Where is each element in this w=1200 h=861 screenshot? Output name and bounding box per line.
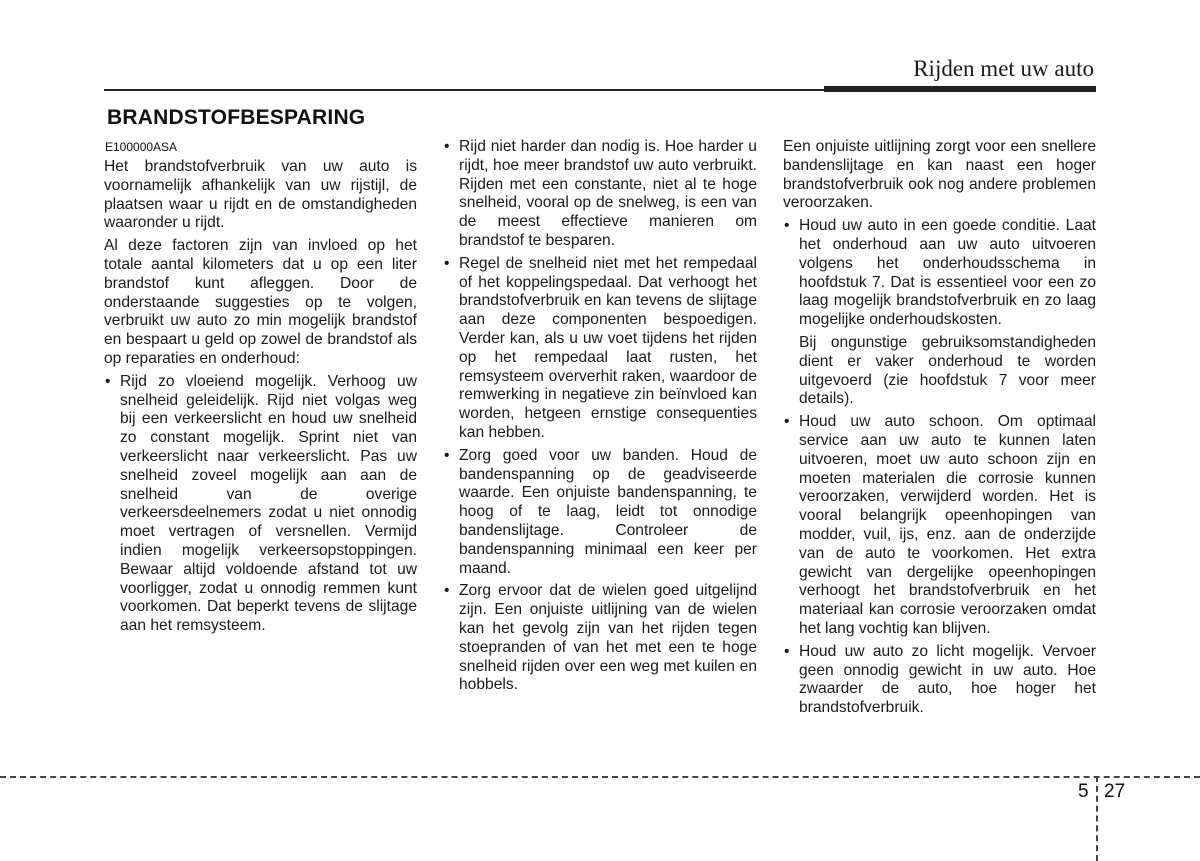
bullet-item: [443, 255, 757, 443]
paragraph: Het brandstofverbruik van uw auto is voornamelijk afhankelijk van uw rijstijl, de plaatsen waar u rijdt en de omstandigheden waaronder u rijdt.: [104, 158, 417, 232]
bullet-text: • Regel de snelheid niet met het rempedaal of het koppelingspedaal. Dat verhoogt het brandstofverbruik en kan tevens de slijtage aan deze componenten bespoedigen. Verder kan, als u uw voet tijdens het rijden op het rempedaal laat rusten, het remsysteem oververhit raken, waardoor de remwerking in negatieve zin beïnvloed kan worden, hetgeen ernstige consequenties kan hebben.: [459, 254, 757, 441]
paragraph: Een onjuiste uitlijning zorgt voor een snellere bandenslijtage en kan naast een hoger brandstofverbruik ook nog andere problemen veroorzaken.: [783, 138, 1096, 212]
bullet-item: [104, 373, 417, 636]
bullet-item: [783, 413, 1096, 639]
header-rule-accent: [824, 86, 1096, 92]
bullet-text: • Rijd zo vloeiend mogelijk. Verhoog uw snelheid geleidelijk. Rijd niet volgas weg bij een verkeerslicht en houd uw snelheid zo constant mogelijk. Sprint niet van verkeerslicht naar verkeerslicht. Pas uw snelheid zoveel mogelijk aan aan de snelheid van de overige verkeersdeelnemers zodat u niet onnodig moet vertragen of versnellen. Vermijd indien mogelijk verkeersopstoppingen. Bewaar altijd voldoende afstand tot uw voorligger, zodat u onnodig remmen kunt voorkomen. Dat beperkt tevens de slijtage aan het remsysteem.: [120, 372, 417, 635]
text-column-3: [783, 138, 1096, 722]
bullet-item: [783, 643, 1096, 718]
bullet-list: [783, 217, 1096, 718]
footer-divider: [0, 776, 1200, 778]
bullet-item: [443, 447, 757, 579]
bullet-text: • Houd uw auto in een goede conditie. Laat het onderhoud aan uw auto uitvoeren volgens het onderhoudsschema in hoofdstuk 7. Dat is essentieel voor een zo laag mogelijk brandstofverbruik en zo laag mogelijke onderhoudskosten.: [799, 217, 1096, 329]
section-code: E100000ASA: [105, 140, 178, 154]
bullet-subtext: Bij ongunstige gebruiksomstandigheden dient er vaker onderhoud te worden uitgevoerd (zie hoofdstuk 7 voor meer details).: [799, 333, 1096, 408]
running-header-title: Rijden met uw auto: [913, 56, 1094, 81]
section-title: BRANDSTOFBESPARING: [107, 106, 366, 129]
bullet-item: [443, 582, 757, 695]
footer-page-divider: [1096, 776, 1098, 861]
bullet-item: [783, 217, 1096, 409]
text-column-2: [443, 138, 757, 699]
page-number: 27: [1104, 781, 1126, 802]
bullet-text: • Rijd niet harder dan nodig is. Hoe harder u rijdt, hoe meer brandstof uw auto verbruikt. Rijden met een constante, niet al te hoge snelheid, vooral op de snelweg, is een van de meest effectieve manieren om brandstof te besparen.: [459, 138, 757, 249]
text-column-1: [104, 158, 417, 640]
bullet-list: [104, 373, 417, 636]
bullet-text: • Houd uw auto schoon. Om optimaal service aan uw auto te kunnen laten uitvoeren, moet uw auto schoon zijn en moeten materialen die corrosie kunnen veroorzaken, verwijderd worden. Het is vooral belangrijk opeenhopingen van modder, vuil, ijs, enz. aan de onderzijde van de auto te voorkomen. Het extra gewicht van dergelijke opeenhopingen verhoogt het brandstofverbruik en het materiaal kan corrosie veroorzaken omdat het lang vochtig kan blijven.: [799, 413, 1096, 637]
bullet-list: [443, 138, 757, 695]
paragraph: Al deze factoren zijn van invloed op het totale aantal kilometers dat u op een liter brandstof kunt afleggen. Door de onderstaande suggesties op te volgen, verbruikt uw auto zo min mogelijk brandstof en bespaart u geld op zowel de brandstof als op reparaties en onderhoud:: [104, 237, 417, 367]
header-rule: [104, 89, 824, 91]
bullet-text: • Zorg ervoor dat de wielen goed uitgelijnd zijn. Een onjuiste uitlijning van de wielen kan het gevolg zijn van het rijden tegen stoepranden of van het met een te hoge snelheid rijden over een weg met kuilen en hobbels.: [459, 582, 757, 694]
chapter-number: 5: [1078, 781, 1089, 802]
bullet-item: [443, 138, 757, 251]
bullet-text: • Houd uw auto zo licht mogelijk. Vervoer geen onnodig gewicht in uw auto. Hoe zwaarder de auto, hoe hoger het brandstofverbruik.: [799, 642, 1096, 717]
bullet-text: • Zorg goed voor uw banden. Houd de bandenspanning op de geadviseerde waarde. Een onjuiste bandenspanning, te hoog of te laag, leidt tot onnodige bandenslijtage. Controleer de bandenspanning minimaal een keer per maand.: [459, 446, 757, 577]
